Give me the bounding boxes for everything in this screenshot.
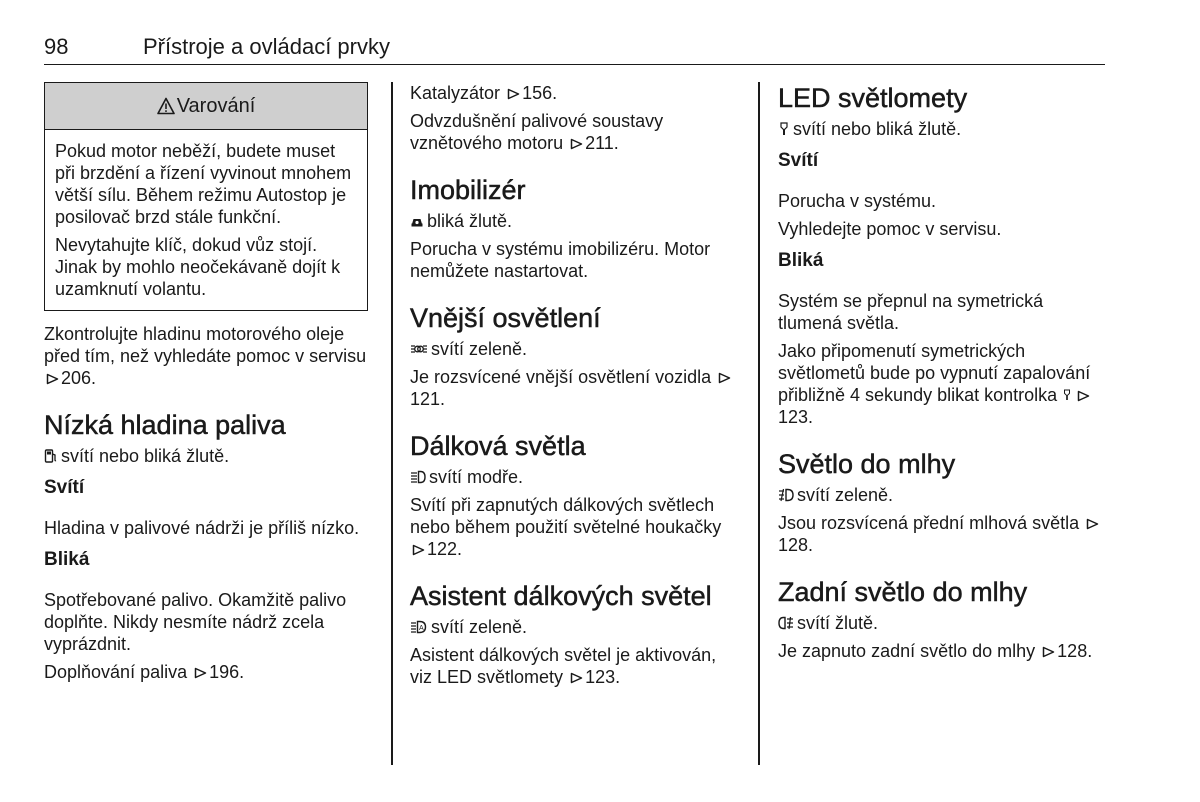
reminder-paragraph: Jako připomenutí symetrických světlometů bude po vypnutí zapalování přibližně 4 sekundy blikat kontrolka 123. xyxy=(778,341,1091,427)
rear-fog-paragraph: Je zapnuto zadní světlo do mlhy 128. xyxy=(778,641,1093,661)
page-ref-icon xyxy=(412,544,425,556)
warning-paragraph: Nevytahujte klíč, dokud vůz stojí. Jinak by mohlo neočekávaně dojít k uzamknutí volantu. xyxy=(55,235,341,299)
section-heading: Světlo do mlhy xyxy=(778,449,956,479)
column-middle xyxy=(410,82,740,694)
subheading-sviti: Svítí xyxy=(44,477,85,498)
page-ref: 211. xyxy=(585,133,619,153)
paragraph: Hladina v palivové nádrži je příliš nízko. xyxy=(44,518,360,538)
status-line: svítí modře. xyxy=(410,466,740,488)
refuel-paragraph: Doplňování paliva 196. xyxy=(44,662,245,682)
paragraph: Porucha v systému imobilizéru. Motor nemůžete nastartovat. xyxy=(410,239,711,281)
ext-paragraph: Je rozsvícené vnější osvětlení vozidla 121. xyxy=(410,366,740,410)
front-fog-light-icon xyxy=(778,487,794,503)
page-ref: 128. xyxy=(778,535,814,555)
warning-header xyxy=(45,83,367,130)
page-ref-icon xyxy=(1042,646,1055,658)
warning-paragraph: Pokud motor neběží, budete muset při brzdění a řízení vyvinout mnohem větší sílu. Během režimu Autostop je posilovač brzd stále funkční. xyxy=(55,141,352,227)
high-beam-assist-icon xyxy=(410,619,428,635)
led-headlight-icon xyxy=(778,121,790,137)
page-ref: 206. xyxy=(61,368,97,388)
bleed-paragraph: Odvzdušnění palivové soustavy vznětového motoru 211. xyxy=(410,111,664,153)
page-ref: 123. xyxy=(778,407,814,427)
page-number: 98 xyxy=(44,34,69,59)
section-heading: Vnější osvětlení xyxy=(410,303,601,333)
status-line: svítí žlutě. xyxy=(778,612,1108,634)
assist-paragraph: Asistent dálkových světel je aktivován, viz LED světlomety 123. xyxy=(410,645,717,687)
status-line: bliká žlutě. xyxy=(410,210,740,232)
page-ref: 122. xyxy=(427,539,463,559)
section-heading: Asistent dálkových světel xyxy=(410,581,712,611)
subheading-blika: Bliká xyxy=(44,549,90,570)
high-beam-icon xyxy=(410,469,426,485)
paragraph: Porucha v systému. xyxy=(778,191,937,211)
page-ref-icon xyxy=(194,667,207,679)
section-heading: Zadní světlo do mlhy xyxy=(778,577,1028,607)
section-heading: Imobilizér xyxy=(410,175,526,205)
rear-fog-light-icon xyxy=(778,615,794,631)
page-ref: 196. xyxy=(209,662,245,682)
status-line: svítí nebo bliká žlutě. xyxy=(778,118,1108,140)
car-key-icon xyxy=(410,213,424,229)
paragraph: Spotřebované palivo. Okamžitě palivo doplňte. Nikdy nesmíte nádrž zcela vyprázdnit. xyxy=(44,590,347,654)
page-ref: 121. xyxy=(410,389,446,409)
page-ref-icon xyxy=(718,372,731,384)
catalyst-paragraph: Katalyzátor 156. xyxy=(410,83,558,103)
page-ref: 123. xyxy=(585,667,621,687)
section-heading: Dálková světla xyxy=(410,431,586,461)
page-title: Přístroje a ovládací prvky xyxy=(143,34,390,59)
section-heading: Nízká hladina paliva xyxy=(44,410,286,440)
high-beam-paragraph: Svítí při zapnutých dálkových světlech nebo během použití světelné houkačky 122. xyxy=(410,495,722,559)
led-headlight-icon xyxy=(1062,387,1072,403)
page-ref-icon xyxy=(570,138,583,150)
column-left xyxy=(44,82,368,689)
warning-box xyxy=(44,82,368,311)
section-heading: LED světlomety xyxy=(778,83,968,113)
page-header xyxy=(44,34,1105,65)
status-line: svítí nebo bliká žlutě. xyxy=(44,445,368,467)
page-ref-icon xyxy=(507,88,520,100)
fuel-pump-icon xyxy=(44,448,58,464)
warning-title: Varování xyxy=(176,94,256,117)
page-ref-icon xyxy=(1086,518,1099,530)
fog-paragraph: Jsou rozsvícená přední mlhová světla 128. xyxy=(778,512,1108,556)
page-ref-icon xyxy=(1077,390,1090,402)
status-line: A svítí zeleně. xyxy=(410,616,740,638)
subheading-blika: Bliká xyxy=(778,250,824,271)
paragraph: Vyhledejte pomoc v servisu. xyxy=(778,219,1002,239)
page-ref-icon xyxy=(46,373,59,385)
oil-paragraph: Zkontrolujte hladinu motorového oleje před tím, než vyhledáte pomoc v servisu 206. xyxy=(44,324,367,388)
paragraph: Systém se přepnul na symetrická tlumená světla. xyxy=(778,291,1044,333)
subheading-sviti: Svítí xyxy=(778,150,819,171)
column-divider xyxy=(391,82,393,765)
column-divider xyxy=(758,82,760,765)
page-ref: 156. xyxy=(522,83,558,103)
status-line: svítí zeleně. xyxy=(778,484,1108,506)
svg-text:A: A xyxy=(419,625,424,632)
status-line: svítí zeleně. xyxy=(410,338,740,360)
page-ref: 128. xyxy=(1057,641,1093,661)
exterior-light-icon xyxy=(410,341,428,357)
warning-triangle-icon xyxy=(157,97,175,115)
column-right xyxy=(778,82,1108,668)
page-ref-icon xyxy=(570,672,583,684)
